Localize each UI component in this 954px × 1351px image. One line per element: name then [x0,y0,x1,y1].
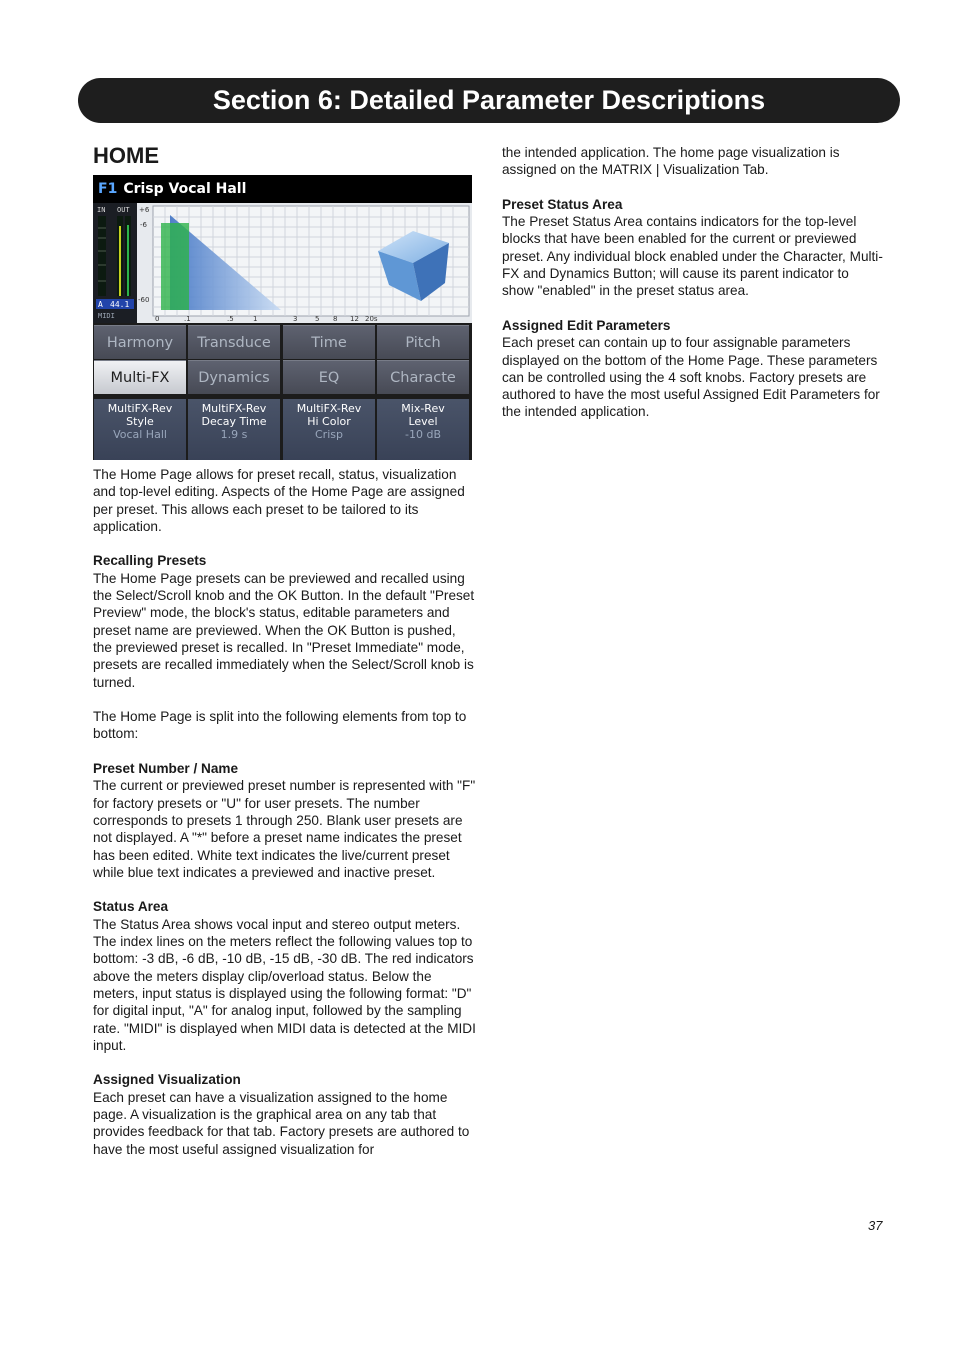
param-name: MultiFX-Rev [201,402,267,415]
param-name: MultiFX-Rev [107,402,173,415]
assigned-edit-parameters-section [502,317,884,421]
section-title: Section 6: Detailed Parameter Descriptions [78,78,900,123]
paragraph-text: the intended application. The home page visualization is assigned on the MATRIX | Visualization Tab. [502,145,840,178]
midi-indicator: MIDI [98,312,115,320]
time-tick: 5 [315,315,320,323]
block-tab-grid [93,323,472,395]
tab-transduce[interactable]: Transduce [188,325,280,359]
subheading: Recalling Presets [93,553,207,569]
tab-multi-fx[interactable]: Multi-FX [94,360,186,394]
left-column [93,466,478,1175]
preset-number: F1 [98,181,118,197]
sample-rate: 44.1 [110,300,130,309]
paragraph-text: The Home Page is split into the following elements from top to bottom: [93,709,467,742]
time-tick: .5 [227,315,234,323]
time-tick: .1 [184,315,191,323]
time-tick: 1 [253,315,258,323]
page-number: 37 [868,1218,883,1233]
meter-label-in: IN [97,206,106,214]
assigned-edit-parameters [93,395,472,460]
meter-label-out: OUT [117,206,130,214]
subheading: Preset Status Area [502,196,623,212]
visualization-continued-paragraph [502,144,884,179]
tab-eq[interactable]: EQ [283,360,375,394]
tab-time[interactable]: Time [283,325,375,359]
preset-name: Crisp Vocal Hall [123,181,247,197]
output-level-right [127,225,129,296]
time-tick: 20s [365,315,378,323]
home-heading: HOME [93,143,159,168]
param-name: MultiFX-Rev [296,402,362,415]
time-tick: 0 [155,315,160,323]
time-tick: 12 [350,315,359,323]
subheading: Assigned Edit Parameters [502,317,671,333]
recalling-presets-section [93,552,478,690]
param-value: 1.9 s [220,428,248,441]
level-tick-bottom: -60 [138,296,150,304]
param-name: Mix-Rev [401,402,445,415]
tab-harmony[interactable]: Harmony [94,325,186,359]
subheading: Preset Number / Name [93,761,239,777]
param-name: Style [126,415,154,428]
visualization-graphic [93,203,472,323]
paragraph-text: The Status Area shows vocal input and stereo output meters. The index lines on the meters reflect the following values top to bottom: -3 dB, -6 dB, -10 dB, -15 dB, -30 dB. The red indicators above the meters display clip/overload status. Below the meters, input status is displayed using the following format: "D" for digital input, "A" for analog input, followed by the sampling rate. "MIDI" is displayed when MIDI data is detected at the MIDI input. [93,916,476,1053]
tab-pitch[interactable]: Pitch [377,325,469,359]
preset-number-name-section [93,760,478,881]
preset-status-area-section [502,196,884,300]
paragraph-text: The Home Page allows for preset recall, status, visualization and top-level editing. Aspects of the Home Page are assigned per preset. This allows each preset to be tailored to its application. [93,467,465,534]
subheading: Status Area [93,899,169,915]
output-level-left [119,226,121,296]
param-name: Hi Color [307,415,351,428]
assigned-visualization-section [93,1071,478,1157]
subheading: Assigned Visualization [93,1072,241,1088]
paragraph-text: Each preset can have a visualization assigned to the home page. A visualization is the graphical area on any tab that provides feedback for that tab. Factory presets are authored to have the most useful assigned visualization for [93,1089,470,1157]
paragraph-text: The Preset Status Area contains indicators for the top-level blocks that have been enabled for the current or previewed preset. Any individual block enabled under the Character, Multi-FX and Dynamics Button; will cause its parent indicator to show "enabled" in the preset status area. [502,214,883,299]
right-column [502,144,884,438]
time-tick: 3 [293,315,298,323]
early-reflections-bar [161,223,189,310]
paragraph-text: The Home Page presets can be previewed and recalled using the Select/Scroll knob and the OK Button. In the default "Preset Preview" mode, the block's status, editable parameters and preset name are previewed. When the OK Button is pushed, the previewed preset is recalled. In "Preset Immediate" mode, presets are recalled immediately when the Select/Scroll knob is turned. [93,570,475,690]
param-knob-4[interactable] [377,399,469,460]
param-value: Vocal Hall [113,428,167,441]
preset-title-bar [93,175,472,203]
param-knob-2[interactable] [188,399,280,460]
tab-character[interactable]: Characte [377,360,469,394]
level-tick-mid: -6 [140,221,147,229]
intro-paragraph [93,466,478,535]
param-name: Level [408,415,438,428]
elements-intro-paragraph [93,708,478,743]
status-area-section [93,898,478,1054]
param-knob-3[interactable] [283,399,375,460]
home-page-screen [93,175,472,460]
paragraph-text: The current or previewed preset number is represented with "F" for factory presets or "U" for user presets. The number corresponds to presets 1 through 250. Blank user presets are not displayed. A "*" before a preset name indicates the preset has been edited. White text indicates the live/current preset while blue text indicates a previewed and inactive preset. [93,778,476,880]
time-tick: 8 [333,315,338,323]
param-value: -10 dB [405,428,441,441]
level-tick-top: +6 [139,206,150,214]
param-knob-1[interactable] [94,399,186,460]
paragraph-text: Each preset can contain up to four assignable parameters displayed on the bottom of the Home Page. These parameters can be controlled using the 4 soft knobs. Factory presets are authored to have the most useful Assigned Edit Parameters for the intended application. [502,335,880,420]
input-status: A [98,300,103,309]
tab-dynamics[interactable]: Dynamics [188,360,280,394]
param-name: Decay Time [201,415,267,428]
param-value: Crisp [315,428,343,441]
status-visualization-area [93,203,472,323]
